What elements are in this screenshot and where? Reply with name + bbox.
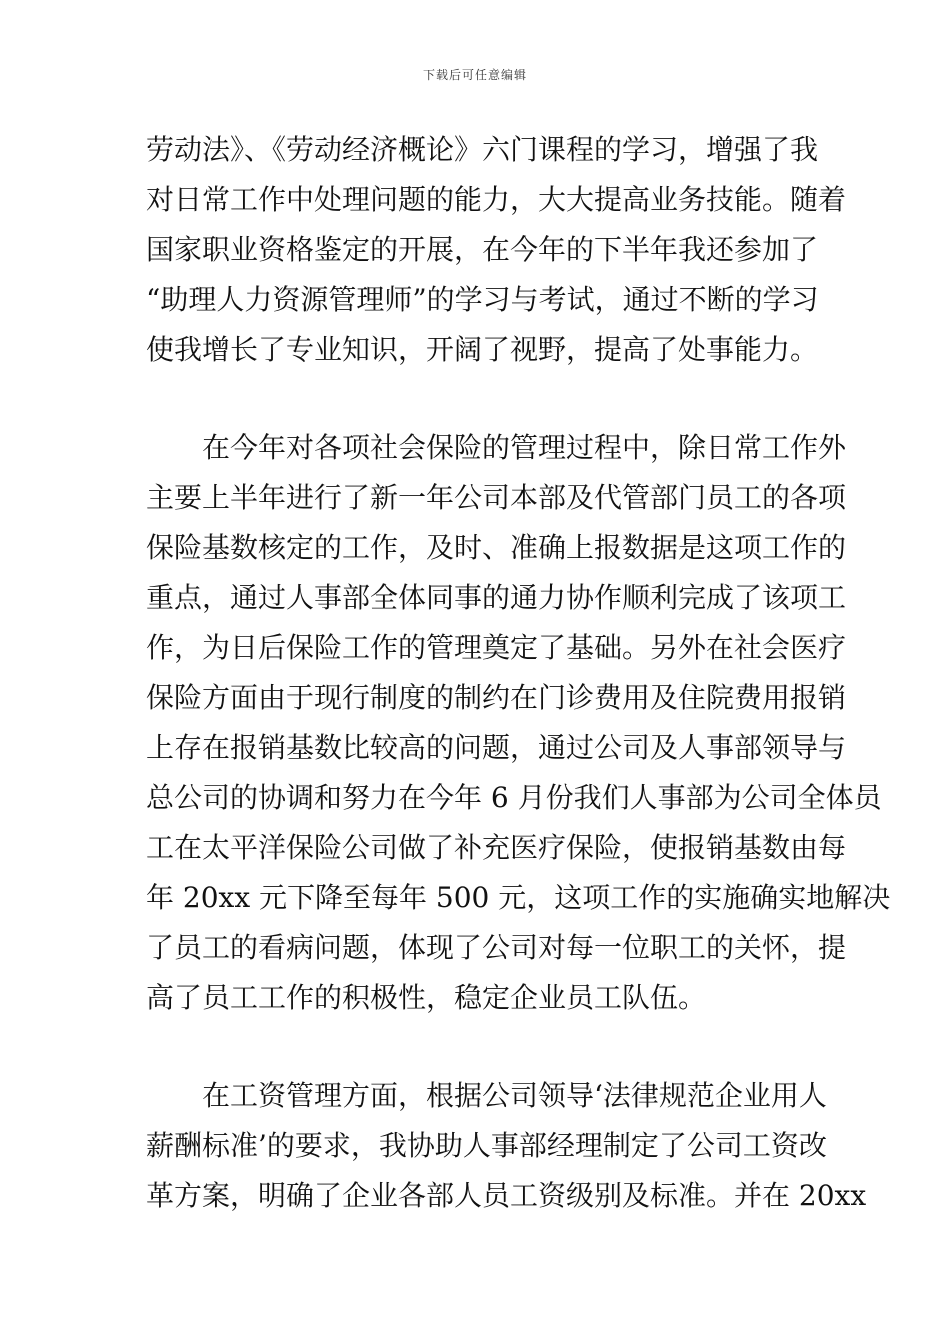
paragraph-2-line-5: 作，为日后保险工作的管理奠定了基础。另外在社会医疗 <box>146 631 847 664</box>
paragraph-1-line-2: 对日常工作中处理问题的能力，大大提高业务技能。随着 <box>146 183 847 216</box>
paragraph-2-line-7: 上存在报销基数比较高的问题，通过公司及人事部领导与 <box>146 731 847 764</box>
paragraph-1-line-3: 国家职业资格鉴定的开展，在今年的下半年我还参加了 <box>146 233 819 266</box>
paragraph-2-line-1: 在今年对各项社会保险的管理过程中，除日常工作外 <box>146 431 847 464</box>
paragraph-2-line-9: 工在太平洋保险公司做了补充医疗保险，使报销基数由每 <box>146 831 847 864</box>
paragraph-3-line-1: 在工资管理方面，根据公司领导‘法律规范企业用人 <box>146 1079 827 1112</box>
paragraph-2-line-10: 年 20xx 元下降至每年 500 元，这项工作的实施确实地解决 <box>146 881 891 914</box>
paragraph-1-line-4: “助理人力资源管理师”的学习与考试，通过不断的学习 <box>146 283 819 316</box>
paragraph-2-line-11: 了员工的看病问题，体现了公司对每一位职工的关怀，提 <box>146 931 847 964</box>
paragraph-2-line-8: 总公司的协调和努力在今年 6 月份我们人事部为公司全体员 <box>146 781 882 814</box>
paragraph-3-line-2: 薪酬标准’的要求，我协助人事部经理制定了公司工资改 <box>146 1129 827 1162</box>
paragraph-3-line-3: 革方案，明确了企业各部人员工资级别及标准。并在 20xx <box>146 1179 867 1212</box>
paragraph-2-line-2: 主要上半年进行了新一年公司本部及代管部门员工的各项 <box>146 481 847 514</box>
page-header: 下载后可任意编辑 <box>422 68 527 82</box>
paragraph-2-line-3: 保险基数核定的工作，及时、准确上报数据是这项工作的 <box>146 531 847 564</box>
paragraph-2-line-6: 保险方面由于现行制度的制约在门诊费用及住院费用报销 <box>146 681 847 714</box>
paragraph-2-line-4: 重点，通过人事部全体同事的通力协作顺利完成了该项工 <box>146 581 847 614</box>
paragraph-2-line-12: 高了员工工作的积极性，稳定企业员工队伍。 <box>146 981 707 1014</box>
paragraph-1-line-5: 使我增长了专业知识，开阔了视野，提高了处事能力。 <box>146 333 819 366</box>
paragraph-1-line-1: 劳动法》、《劳动经济概论》六门课程的学习，增强了我 <box>146 133 819 166</box>
